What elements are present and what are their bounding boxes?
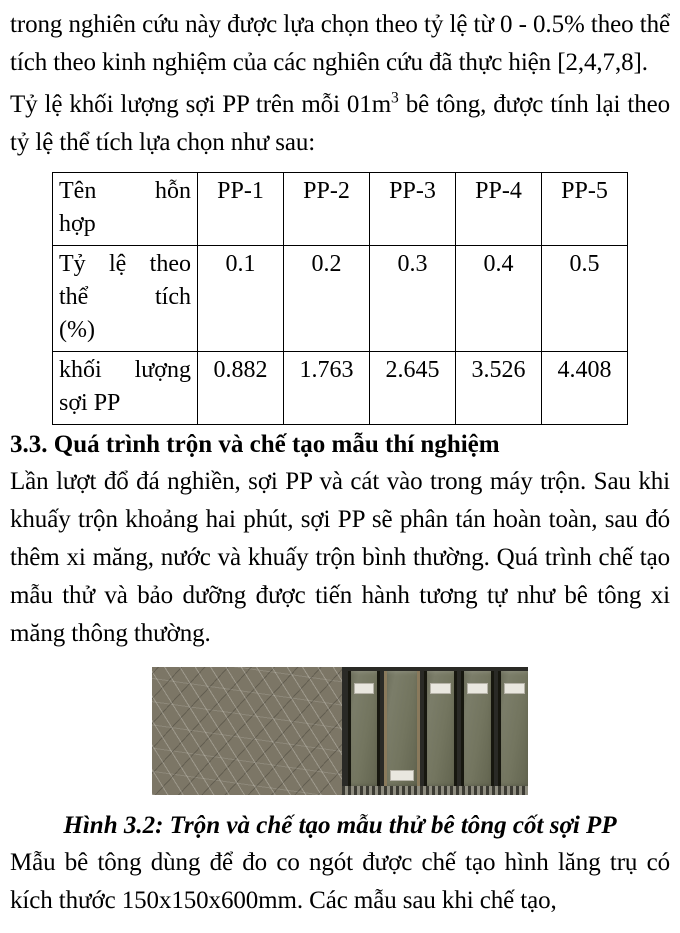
table-corner-label — [53, 173, 198, 246]
mix-proportion-table — [52, 172, 628, 425]
figure-image — [152, 667, 528, 795]
cell-fiber-mass-pp1: 0.882 — [198, 352, 284, 425]
cell-volume-ratio-pp3: 0.3 — [370, 246, 456, 352]
figure-3-2 — [10, 667, 670, 844]
mold-label-tag — [467, 683, 488, 694]
paragraph-intro: trong nghiên cứu này được lựa chọn theo tỷ lệ từ 0 - 0.5% theo thể tích theo kinh nghiệm của các nghiên cứu đã thực hiện [2,4,7,8]. — [10, 11, 670, 76]
row-label-volume-ratio — [53, 246, 198, 352]
corner-label-line-1: Tên hỗn — [59, 178, 191, 204]
paragraph-specimen-size: Mẫu bê tông dùng để đo co ngót được chế tạo hình lăng trụ có kích thước 150x150x600mm. Các mẫu sau khi chế tạo, — [10, 849, 670, 914]
prism-mold — [348, 671, 380, 791]
row-label-line-1: Tỷ lệ theo — [59, 251, 191, 277]
mold-label-tag — [430, 683, 451, 694]
figure-caption: Hình 3.2: Trộn và chế tạo mẫu thử bê tông cốt sợi PP — [63, 812, 617, 839]
cell-fiber-mass-pp5: 4.408 — [542, 352, 628, 425]
table-row — [53, 246, 628, 352]
table-row — [53, 173, 628, 246]
aggregate-with-pp-fiber-photo — [152, 667, 342, 795]
paragraph-mass-ratio — [10, 86, 670, 162]
table-row — [53, 352, 628, 425]
table-header-pp4: PP-4 — [456, 173, 542, 246]
table-header-pp1: PP-1 — [198, 173, 284, 246]
cell-fiber-mass-pp4: 3.526 — [456, 352, 542, 425]
row-label-fiber-mass — [53, 352, 198, 425]
cubic-meter-superscript: 3 — [391, 89, 399, 107]
table-header-pp3: PP-3 — [370, 173, 456, 246]
table-header-pp5: PP-5 — [542, 173, 628, 246]
paragraph-mass-ratio-part2: bê tông, được tính lại theo tỷ lệ thể tích lựa chọn như sau: — [10, 91, 670, 156]
mold-label-tag — [390, 770, 414, 781]
concrete-prism-molds-photo — [342, 667, 528, 795]
cell-volume-ratio-pp4: 0.4 — [456, 246, 542, 352]
prism-mold — [498, 671, 528, 791]
mold-label-tag — [354, 683, 374, 694]
table-header-pp2: PP-2 — [284, 173, 370, 246]
row-label-line-2: thể tích — [59, 284, 191, 310]
mold-label-tag — [504, 683, 525, 694]
paragraph-mixing-process: Lần lượt đổ đá nghiền, sợi PP và cát vào trong máy trộn. Sau khi khuấy trộn khoảng hai phút, sợi PP sẽ phân tán hoàn toàn, sau đó thêm xi măng, nước và khuấy trộn bình thường. Quá trình chế tạo mẫu thử và bảo dưỡng được tiến hành tương tự như bê tông xi măng thông thường. — [10, 468, 670, 647]
prism-mold — [461, 671, 494, 791]
corner-label-line-2: hợp — [59, 211, 96, 237]
row-label-line-1: khối lượng — [59, 357, 191, 383]
section-heading-3-3: 3.3. Quá trình trộn và chế tạo mẫu thí nghiệm — [10, 431, 500, 458]
prism-mold — [424, 671, 457, 791]
row-label-line-3: (%) — [59, 317, 95, 343]
cell-volume-ratio-pp2: 0.2 — [284, 246, 370, 352]
paragraph-mass-ratio-part1: Tỷ lệ khối lượng sợi PP trên mỗi 01m — [10, 91, 392, 118]
row-label-line-2: sợi PP — [59, 390, 121, 416]
cell-fiber-mass-pp2: 1.763 — [284, 352, 370, 425]
prism-mold — [384, 671, 420, 791]
cell-volume-ratio-pp1: 0.1 — [198, 246, 284, 352]
cell-fiber-mass-pp3: 2.645 — [370, 352, 456, 425]
cell-volume-ratio-pp5: 0.5 — [542, 246, 628, 352]
